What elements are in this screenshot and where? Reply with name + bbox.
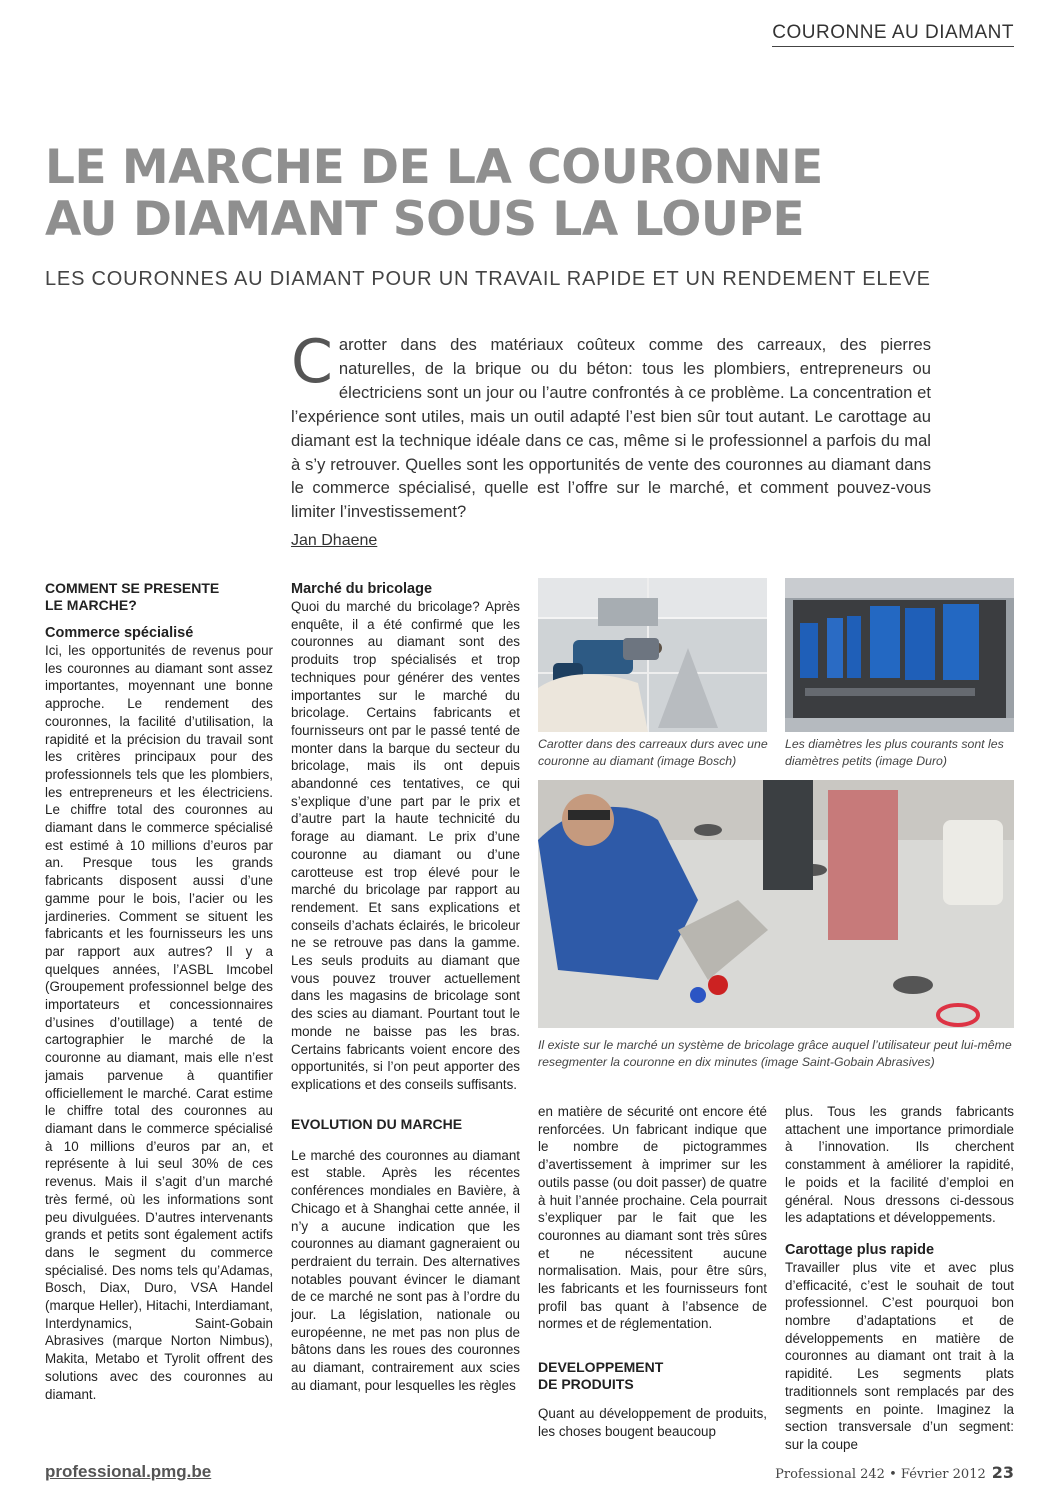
photo-core-bit-kit <box>785 578 1014 732</box>
author-byline: Jan Dhaene <box>291 532 378 549</box>
drilling-tiles-image <box>538 578 767 732</box>
paragraph: Travailler plus vite et avec plus d’efficacité, c’est le souhait de tout professionnel. C’est pourquoi bon nombre d’adaptations et de développements en matière de couronnes au diamant ont trait à la rapidité. Les segments plats traditionnels sont remplacés par des segments en pointe. Imaginez la section transversale d’un segment: sur la coupe <box>785 1259 1014 1452</box>
heading-line: DE PRODUITS <box>538 1376 634 1393</box>
heading-developpement <box>538 1359 767 1393</box>
resegmenting-image <box>538 780 1014 1028</box>
subheading-commerce: Commerce spécialisé <box>45 625 194 641</box>
paragraph: Le marché des couronnes au diamant est stable. Après les récentes conférences mondiales en Bavière, à Chicago et à Shanghai cette année, il n’y a aucune indication que les couronnes au diamant gagneraient ou perdraient du terrain. Des alternatives notables pouvant évincer le diamant de ce marché ne sont pas à l’ordre du jour. La législation, nationale ou européenne, ne met pas non plus de bâtons dans les roues des couronnes au diamant, contrairement aux scies au diamant, pour lesquelles les règles <box>291 1147 520 1393</box>
lead-paragraph <box>291 327 931 524</box>
heading-evolution: EVOLUTION DU MARCHE <box>291 1115 463 1132</box>
lead-text: arotter dans des matériaux coûteux comme des carreaux, des pierres naturelles, de la brique ou du béton: tous les plombiers, entrepreneurs ou électriciens sont un jour ou l’autre confrontés à ce problème. La concentration et l’expérience sont utiles, mais un outil adapté l’est bien sûr tout autant. Le carottage au diamant est la technique idéale dans ce cas, même si le professionnel a parfois du mal à s’y retrouver. Quelles sont les opportunités de vente des couronnes au diamant dans le commerce spécialisé, quelle est l’offre sur le marché, et comment pouvez-vous limiter l’investissement? <box>291 335 931 522</box>
caption-1: Carotter dans des carreaux durs avec une couronne au diamant (image Bosch) <box>538 737 768 768</box>
heading-line: DEVELOPPEMENT <box>538 1359 664 1376</box>
paragraph: Ici, les opportunités de revenus pour les couronnes au diamant sont assez importantes, moyennant une bonne approche. Le rendement des couronnes, la facilité d’utilisation, la rapidité et la précision du travail sont les critères principaux pour des professionnels tels que les plombiers, les entrepreneurs et les électriciens. Le chiffre total des couronnes au diamant dans le commerce spécialisé est estimé à 10 millions d’euros par an. Presque tous les grands fabricants disposent aussi d’une gamme pour le bois, l’acier ou les jardineries. Comment se situent les fabricants et les fournisseurs les uns par rapport aux autres? Il y a quelques années, l’ASBL Imcobel (Groupement professionnel belge des importateurs et concessionnaires d’usines d’outillage) a tenté de cartographier le marché de la couronne au diamant, mais elle n’est jamais parvenue à quantifier officiellement le marché. Carat estime le chiffre total des couronnes au diamant dans le commerce spécialisé à 10 millions d’euros par an, et représente à lui seul 30% de ces revenus. Mais il s’agit d’un marché très fermé, où les informations sont peu divulguées. D’autres intervenants grands et petits sont également actifs dans le segment du commerce spécialisé. Des noms tels qu’Adamas, Bosch, Diax, Duro, VSA Handel (marque Heller), Hitachi, Interdiamant, Interdynamics, Saint-Gobain Abrasives (marque Norton Nimbus), Makita, Metabo et Tyrolit offrent des solutions avec des couronnes au diamant. <box>45 643 273 1402</box>
heading-line: LE MARCHE? <box>45 597 137 613</box>
photo-resegmenting <box>538 780 1014 1028</box>
page-number: 23 <box>991 1463 1014 1482</box>
heading-line: COMMENT SE PRESENTE <box>45 580 220 596</box>
paragraph: en matière de sécurité ont encore été renforcées. Un fabricant indique que le nombre de pictogrammes d’avertissement à imprimer sur les outils passe (ou doit passer) de quatre à huit l’année prochaine. Cela pourrait s’expliquer par le fait que les couronnes au diamant sont très sûres et ne nécessitent aucune normalisation. Mais, pour être sûrs, les fabricants et les fournisseurs font profil bas quant à l’absence de normes et de réglementation. <box>538 1104 767 1332</box>
subheading-bricolage: Marché du bricolage <box>291 581 433 597</box>
subheading-carottage: Carottage plus rapide <box>785 1241 935 1258</box>
title-line-1: LE MARCHE DE LA COURONNE <box>45 140 823 195</box>
issue-label: Professional 242 • Février 2012 <box>775 1467 986 1482</box>
section-tag: COURONNE AU DIAMANT <box>772 22 1014 47</box>
paragraph: plus. Tous les grands fabricants attachent une importance primordiale à l’innovation. Ils cherchent constamment à améliorer la rapidité, le poids et la facilité d’emploi en général. Nous dressons ci-dessous les adaptations et développements. <box>785 1104 1014 1226</box>
photo-drilling-tiles <box>538 578 767 732</box>
caption-3: Il existe sur le marché un système de bricolage grâce auquel l’utilisateur peut lui-même resegmenter la couronne en dix minutes (image Saint-Gobain Abrasives) <box>538 1038 1012 1069</box>
column-3 <box>538 1103 767 1463</box>
title-line-2: AU DIAMANT SOUS LA LOUPE <box>45 192 805 247</box>
paragraph: Quoi du marché du bricolage? Après enquête, il a été confirmé que les couronnes au diamant sont des produits trop spécialisés et trop techniques pour générer des ventes importantes sur le marché du bricolage. Certains fabricants et fournisseurs ont par le passé tenté de monter dans la barque du secteur du bricolage, mais ils ont depuis abandonné ces tentatives, ce qui s’explique d’une part par le prix et d’autre part la haute technicité du forage au diamant. Le prix d’une couronne au diamant ou d’une carotteuse est trop élevé pour le marché du bricolage par rapport au rendement. Et sans explications et conseils d’achats éclairés, le bricoleur ne se retrouve pas dans la gamme. Les seuls produits au diamant que vous pouvez trouver actuellement dans les magasins de bricolage sont des scies au diamant. Pourtant tout le monde ne baisse pas les bras. Certains fabricants voient encore des opportunités, si l’on peut apporter des explications et des conseils suffisants. <box>291 599 520 1092</box>
heading-comment-marche <box>45 580 273 614</box>
article-title <box>45 142 945 246</box>
footer-issue <box>775 1463 1014 1482</box>
column-4 <box>785 1103 1014 1463</box>
drop-cap: C <box>291 327 333 397</box>
column-1 <box>45 580 273 1460</box>
article-subtitle: LES COURONNES AU DIAMANT POUR UN TRAVAIL RAPIDE ET UN RENDEMENT ELEVE <box>45 268 931 290</box>
column-2 <box>291 580 520 1460</box>
caption-2: Les diamètres les plus courants sont les diamètres petits (image Duro) <box>785 737 1004 768</box>
footer-website-link[interactable]: professional.pmg.be <box>45 1462 212 1481</box>
paragraph: Quant au développement de produits, les choses bougent beaucoup <box>538 1406 767 1439</box>
core-bit-kit-image <box>785 578 1014 732</box>
